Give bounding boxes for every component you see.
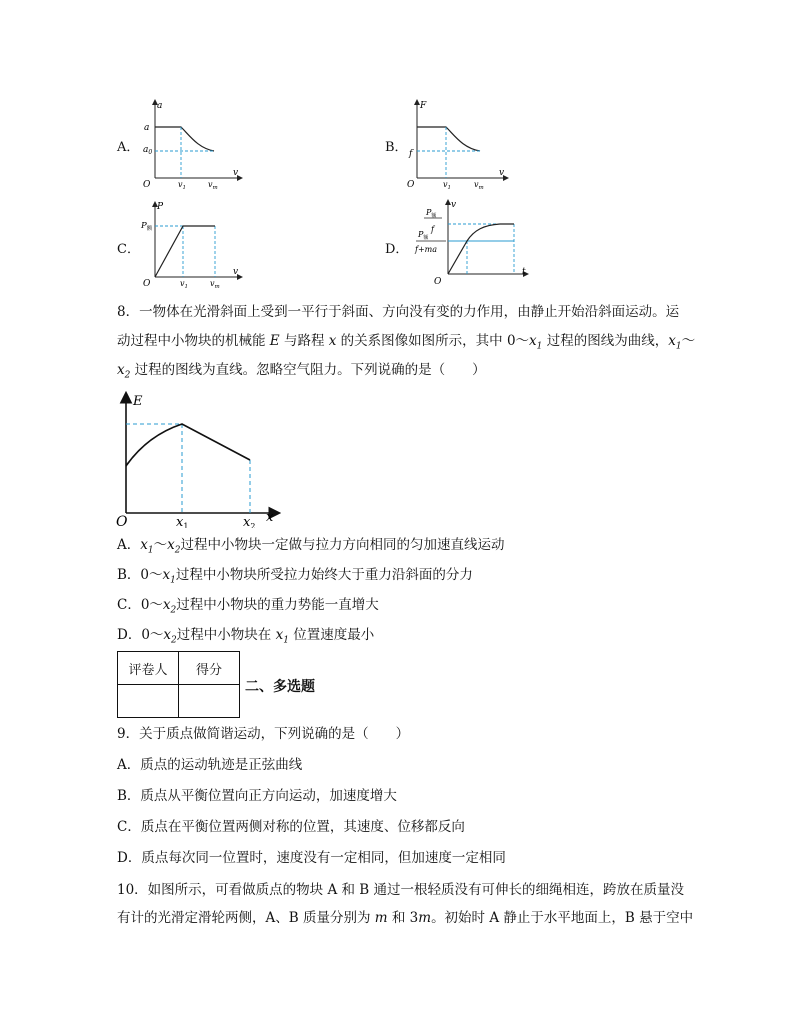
option-d-graph: [404, 196, 534, 290]
score-table-cell-grader[interactable]: [118, 685, 179, 718]
fraction-1-numerator: $P_额$: [426, 208, 437, 219]
power-line: [155, 226, 215, 277]
x-axis-label: v: [233, 267, 239, 277]
option-b-graph: [404, 96, 514, 190]
y-axis-label: a: [157, 101, 163, 111]
q8-stem-line-3: $x_2$ 过程的图线为直线。忽略空气阻力。下列说确的是（ ）: [117, 362, 486, 381]
option-c-label[interactable]: C．: [117, 242, 140, 257]
q9-option-c[interactable]: C．质点在平衡位置两侧对称的位置，其速度、位移都反向: [117, 819, 465, 835]
curve: [417, 127, 480, 151]
option-c-graph: [138, 196, 248, 290]
y-axis-label: E: [133, 394, 143, 409]
x-tick-1: $v_1$: [180, 279, 189, 290]
q8-stem-line-2: 动过程中小物块的机械能 E 与路程 x 的关系图像如图所示，其中 $0\sim x_1$ 过程的图线为曲线，$x_1\sim$: [117, 333, 696, 352]
x2-label: $x_2$: [243, 515, 256, 528]
x-axis-label: t: [522, 267, 526, 277]
option-a-graph: [138, 96, 248, 190]
score-table-header-score: 得分: [179, 652, 240, 685]
y-tick-low: f: [409, 149, 413, 159]
q8-energy-graph: [112, 388, 292, 528]
q9-option-a[interactable]: A．质点的运动轨迹是正弦曲线: [117, 757, 303, 773]
x1-label: $x_1$: [176, 515, 189, 528]
x-tick-2: $v_m$: [474, 180, 484, 190]
score-table-header-grader: 评卷人: [118, 652, 179, 685]
x-tick-1: $v_1$: [178, 180, 187, 190]
origin-label: O: [116, 514, 128, 528]
y-axis-label: P: [157, 202, 164, 212]
q9-stem: 9．关于质点做简谐运动，下列说确的是（ ）: [117, 726, 410, 742]
q8-stem-line-1: 8．一物体在光滑斜面上受到一平行于斜面、方向没有变的力作用，由静止开始沿斜面运动。运: [117, 304, 680, 320]
fraction-2-numerator: $P_额$: [418, 230, 429, 241]
q8-option-d[interactable]: D．$0\sim x_2$过程中小物块在 $x_1$ 位置速度最小: [117, 627, 375, 646]
curve: [155, 127, 214, 151]
y-tick-top: $P_额$: [141, 221, 153, 232]
fraction-2-denominator: f+ma: [415, 245, 438, 254]
q10-stem-line-2: 有计的光滑定滑轮两侧，A、B 质量分别为 m 和 3m。初始时 A 静止于水平地面上，B 悬于空中: [117, 910, 694, 926]
q10-stem-line-1: 10．如图所示，可看做质点的物块 A 和 B 通过一根轻质没有可伸长的细绳相连，跨放在质量没: [117, 882, 685, 898]
score-table: [117, 651, 240, 718]
q8-option-a[interactable]: A．$x_1\sim x_2$过程中小物块一定做与拉力方向相同的匀加速直线运动: [117, 537, 505, 556]
q8-option-b[interactable]: B．$0\sim x_1$过程中小物块所受拉力始终大于重力沿斜面的分力: [117, 567, 473, 586]
x-axis-label: x: [266, 510, 274, 525]
y-tick-low: $a_0$: [143, 145, 153, 156]
option-d-label[interactable]: D．: [385, 242, 409, 257]
y-tick-top: a: [144, 123, 150, 133]
origin-label: O: [143, 279, 151, 289]
option-a-label[interactable]: A．: [117, 140, 140, 155]
x-tick-2: $v_m$: [208, 180, 218, 190]
fraction-1-denominator: f: [431, 225, 434, 234]
option-b-label[interactable]: B．: [385, 140, 408, 155]
energy-curve: [126, 424, 250, 466]
q8-option-c[interactable]: C．$0\sim x_2$过程中小物块的重力势能一直增大: [117, 597, 379, 616]
q9-option-b[interactable]: B．质点从平衡位置向正方向运动，加速度增大: [117, 788, 397, 804]
origin-label: O: [143, 180, 151, 190]
x-axis-label: v: [233, 168, 239, 178]
origin-label: O: [434, 277, 442, 287]
section-title: 二、多选题: [245, 679, 315, 695]
x-tick-2: $v_m$: [210, 279, 220, 290]
score-table-cell-score[interactable]: [179, 685, 240, 718]
q9-option-d[interactable]: D．质点每次同一位置时，速度没有一定相同，但加速度一定相同: [117, 850, 506, 866]
origin-label: O: [407, 180, 415, 190]
y-axis-label: F: [420, 101, 427, 111]
x-axis-label: v: [499, 168, 505, 178]
x-tick-1: $v_1$: [443, 180, 452, 190]
y-axis-label: v: [451, 200, 457, 210]
velocity-curve: [448, 224, 514, 274]
